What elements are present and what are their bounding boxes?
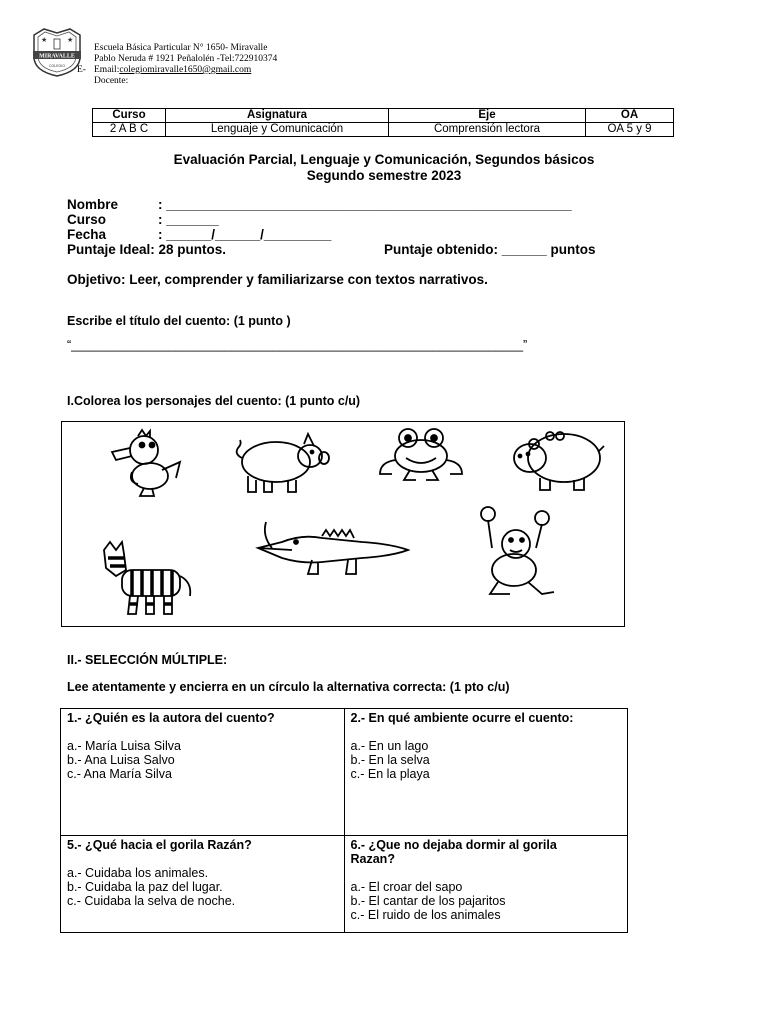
page-title: Evaluación Parcial, Lenguaje y Comunicación, Segundos básicos bbox=[173, 152, 595, 167]
zebra-icon[interactable] bbox=[96, 540, 200, 616]
multiple-choice-table bbox=[60, 708, 628, 933]
question-1-option-b[interactable]: b.- Ana Luisa Salvo bbox=[67, 753, 175, 767]
fecha-field[interactable]: : ______/______/_________ bbox=[158, 227, 332, 242]
question-5-option-a[interactable]: a.- Cuidaba los animales. bbox=[67, 866, 209, 880]
question-2-option-c[interactable]: c.- En la playa bbox=[350, 767, 430, 781]
question-1 bbox=[61, 709, 345, 836]
question-5-option-b[interactable]: b.- Cuidaba la paz del lugar. bbox=[67, 880, 223, 894]
school-address: Pablo Neruda # 1921 Peñalolén -Tel:722910374 bbox=[94, 54, 278, 64]
question-6-option-b[interactable]: b.- El cantar de los pajaritos bbox=[350, 894, 506, 908]
school-name: Escuela Básica Particular N° 1650- Miravalle bbox=[94, 43, 268, 53]
question-6 bbox=[344, 836, 628, 933]
question-2-text: 2.- En qué ambiente ocurre el cuento: bbox=[350, 711, 574, 725]
fecha-label: Fecha bbox=[67, 227, 107, 242]
puntaje-ideal: Puntaje Ideal: 28 puntos. bbox=[67, 242, 227, 257]
school-logo bbox=[30, 27, 84, 77]
curso-field[interactable]: : _______ bbox=[158, 212, 219, 227]
svg-text:★: ★ bbox=[67, 37, 74, 44]
question-2-option-a[interactable]: a.- En un lago bbox=[350, 739, 429, 753]
duck-icon[interactable] bbox=[106, 428, 188, 498]
header-eje: Eje bbox=[389, 109, 586, 123]
section2-heading: II.- SELECCIÓN MÚLTIPLE: bbox=[67, 653, 228, 667]
pig-icon[interactable] bbox=[234, 430, 334, 496]
email-prefix: E- bbox=[77, 65, 86, 75]
question-5 bbox=[61, 836, 345, 933]
crocodile-icon[interactable] bbox=[252, 518, 412, 584]
question-2-option-b[interactable]: b.- En la selva bbox=[350, 753, 430, 767]
page-subtitle: Segundo semestre 2023 bbox=[306, 168, 462, 183]
cell-asignatura: Lenguaje y Comunicación bbox=[166, 123, 389, 137]
question-1-text: 1.- ¿Quién es la autora del cuento? bbox=[67, 711, 275, 725]
email-label: Email: bbox=[94, 65, 120, 75]
frog-icon[interactable] bbox=[374, 426, 470, 482]
header-oa: OA bbox=[586, 109, 674, 123]
course-info-table bbox=[92, 108, 674, 137]
logo-text: MIRAVALLE bbox=[39, 53, 75, 60]
svg-text:COLEGIO: COLEGIO bbox=[49, 64, 65, 68]
question-6-option-c[interactable]: c.- El ruido de los animales bbox=[350, 908, 501, 922]
question-5-option-c[interactable]: c.- Cuidaba la selva de noche. bbox=[67, 894, 236, 908]
curso-label: Curso bbox=[67, 212, 107, 227]
section1-heading: I.Colorea los personajes del cuento: (1 punto c/u) bbox=[67, 394, 361, 408]
email-link[interactable]: colegiomiravalle1650@gmail.com bbox=[119, 65, 252, 75]
cell-oa: OA 5 y 9 bbox=[586, 123, 674, 137]
question-6-option-a[interactable]: a.- El croar del sapo bbox=[350, 880, 463, 894]
question-2 bbox=[344, 709, 628, 836]
objetivo: Objetivo: Leer, comprender y familiarizarse con textos narrativos. bbox=[67, 272, 488, 287]
question-6-text: 6.- ¿Que no dejaba dormir al gorila Razan? bbox=[350, 838, 557, 866]
question-5-text: 5.- ¿Qué hacia el gorila Razán? bbox=[67, 838, 252, 852]
gorilla-icon[interactable] bbox=[470, 504, 562, 600]
animals-box bbox=[61, 421, 625, 627]
titulo-answer-line[interactable]: “_________________________________________________________________” bbox=[67, 338, 528, 352]
cell-curso: 2 A B C bbox=[93, 123, 166, 137]
nombre-label: Nombre bbox=[67, 197, 119, 212]
titulo-question: Escribe el título del cuento: (1 punto ) bbox=[67, 314, 291, 328]
school-info bbox=[77, 43, 278, 87]
docente-label: Docente: bbox=[94, 76, 129, 86]
question-1-option-a[interactable]: a.- María Luisa Silva bbox=[67, 739, 181, 753]
puntaje-obtenido-field[interactable]: Puntaje obtenido: ______ puntos bbox=[384, 242, 596, 257]
cell-eje: Comprensión lectora bbox=[389, 123, 586, 137]
nombre-field[interactable]: : ______________________________________________________ bbox=[158, 197, 572, 212]
question-1-option-c[interactable]: c.- Ana María Silva bbox=[67, 767, 172, 781]
header-asignatura: Asignatura bbox=[166, 109, 389, 123]
header-curso: Curso bbox=[93, 109, 166, 123]
instructions: Lee atentamente y encierra en un círculo la alternativa correcta: (1 pto c/u) bbox=[67, 680, 510, 694]
hippo-icon[interactable] bbox=[510, 428, 606, 494]
svg-text:★: ★ bbox=[41, 37, 48, 44]
